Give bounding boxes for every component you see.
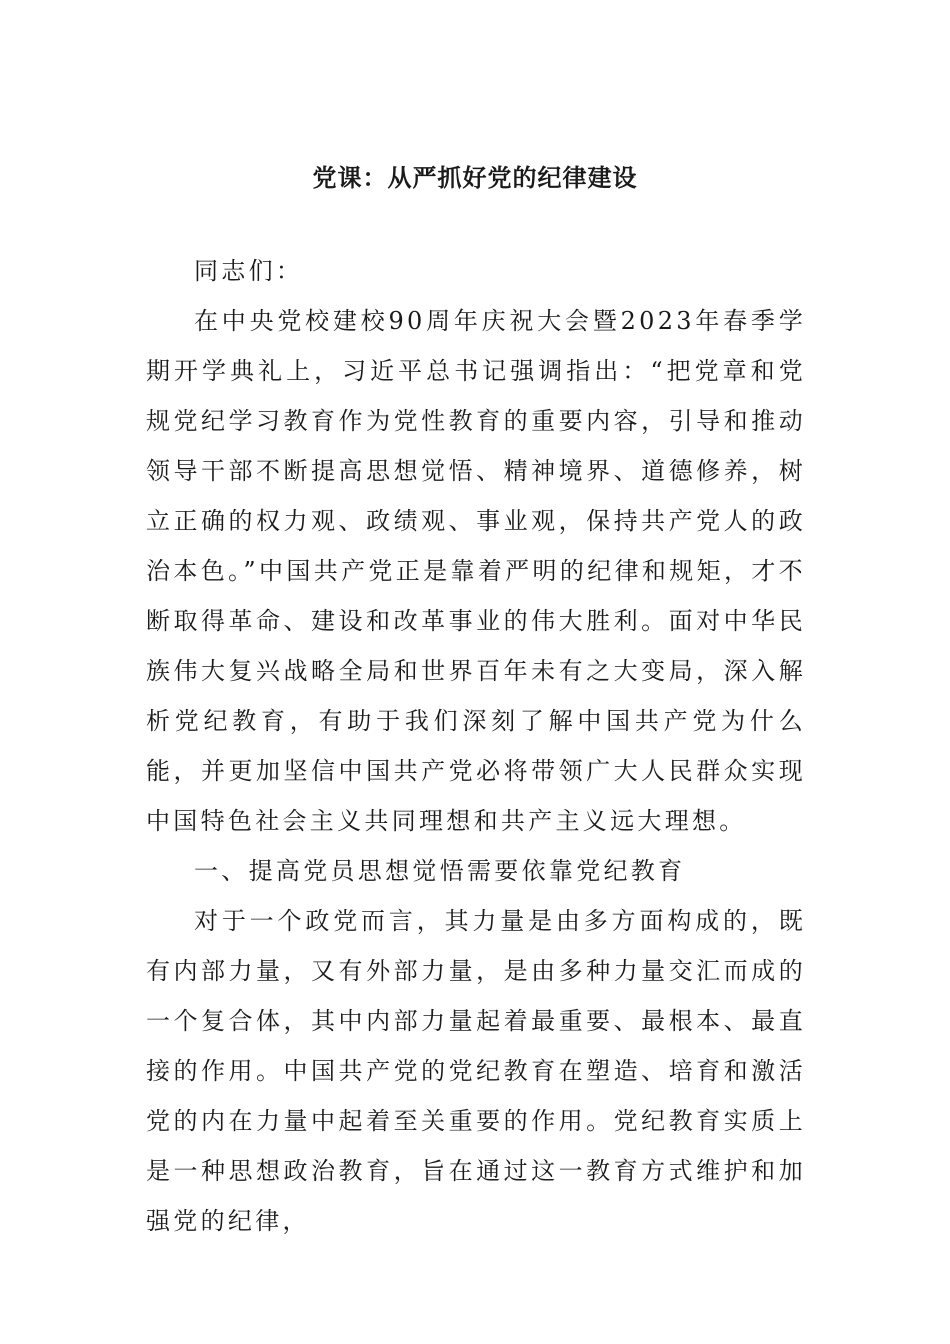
document-body [146,246,806,1246]
intro-paragraph: 在中央党校建校90周年庆祝大会暨2023年春季学期开学典礼上，习近平总书记强调指出：“把党章和党规党纪学习教育作为党性教育的重要内容，引导和推动领导干部不断提高思想觉悟、精神境界、道德修养，树立正确的权力观、政绩观、事业观，保持共产党人的政治本色。”中国共产党正是靠着严明的纪律和规矩，才不断取得革命、建设和改革事业的伟大胜利。面对中华民族伟大复兴战略全局和世界百年未有之大变局，深入解析党纪教育，有助于我们深刻了解中国共产党为什么能，并更加坚信中国共产党必将带领广大人民群众实现中国特色社会主义共同理想和共产主义远大理想。 [146,307,806,835]
body-paragraph: 对于一个政党而言，其力量是由多方面构成的，既有内部力量，又有外部力量，是由多种力量交汇而成的一个复合体，其中内部力量起着最重要、最根本、最直接的作用。中国共产党的党纪教育在塑造、培育和激活党的内在力量中起着至关重要的作用。党纪教育实质上是一种思想政治教育，旨在通过这一教育方式维护和加强党的纪律， [146,907,806,1235]
salutation-paragraph: 同志们： [194,257,304,285]
section-heading: 一、提高党员思想觉悟需要依靠党纪教育 [194,857,686,885]
document-title: 党课：从严抓好党的纪律建设 [312,163,638,192]
